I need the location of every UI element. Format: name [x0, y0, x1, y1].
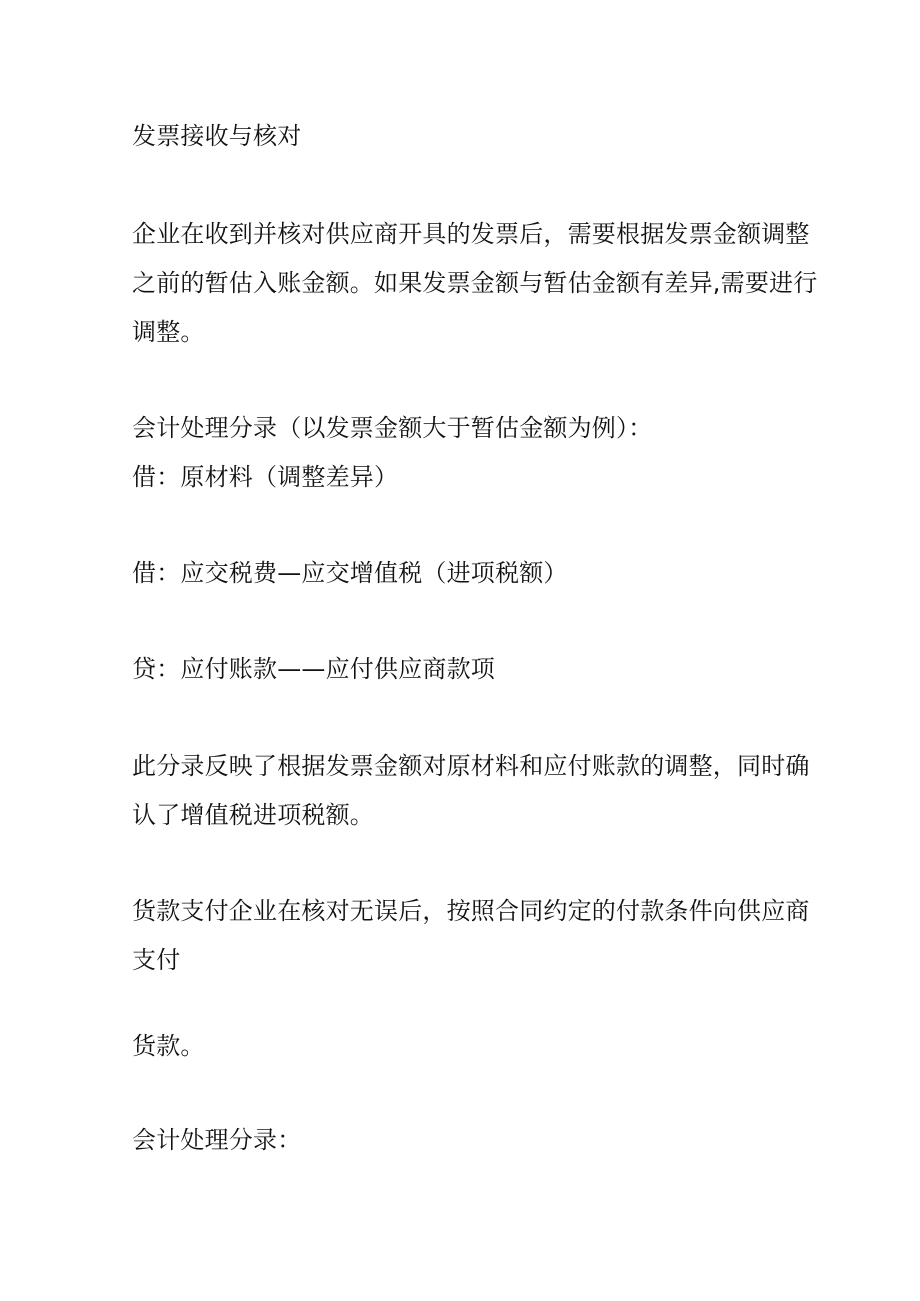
entry-heading: 会计处理分录：: [132, 1126, 302, 1154]
paragraph-line: 调整。: [132, 318, 205, 346]
paragraph-line: 认了增值税进项税额。: [132, 801, 374, 829]
paragraph-line: 货款支付企业在核对无误后，按照合同约定的付款条件向供应商: [132, 897, 810, 925]
journal-entry-debit: 借：应交税费—应交增值税（进项税额）: [132, 559, 568, 587]
paragraph-line: 支付: [132, 946, 181, 974]
paragraph-line: 之前的暂估入账金额。如果发票金额与暂估金额有差异,需要进行: [132, 269, 818, 297]
section-heading-invoice: 发票接收与核对: [132, 122, 302, 150]
entry-heading: 会计处理分录（以发票金额大于暂估金额为例）：: [132, 414, 653, 442]
journal-entry-credit: 贷：应付账款——应付供应商款项: [132, 655, 495, 683]
paragraph-line: 企业在收到并核对供应商开具的发票后，需要根据发票金额调整: [132, 220, 810, 248]
paragraph-line: 货款。: [132, 1032, 205, 1060]
journal-entry-debit: 借：原材料（调整差异）: [132, 463, 399, 491]
paragraph-line: 此分录反映了根据发票金额对原材料和应付账款的调整，同时确: [132, 752, 810, 780]
